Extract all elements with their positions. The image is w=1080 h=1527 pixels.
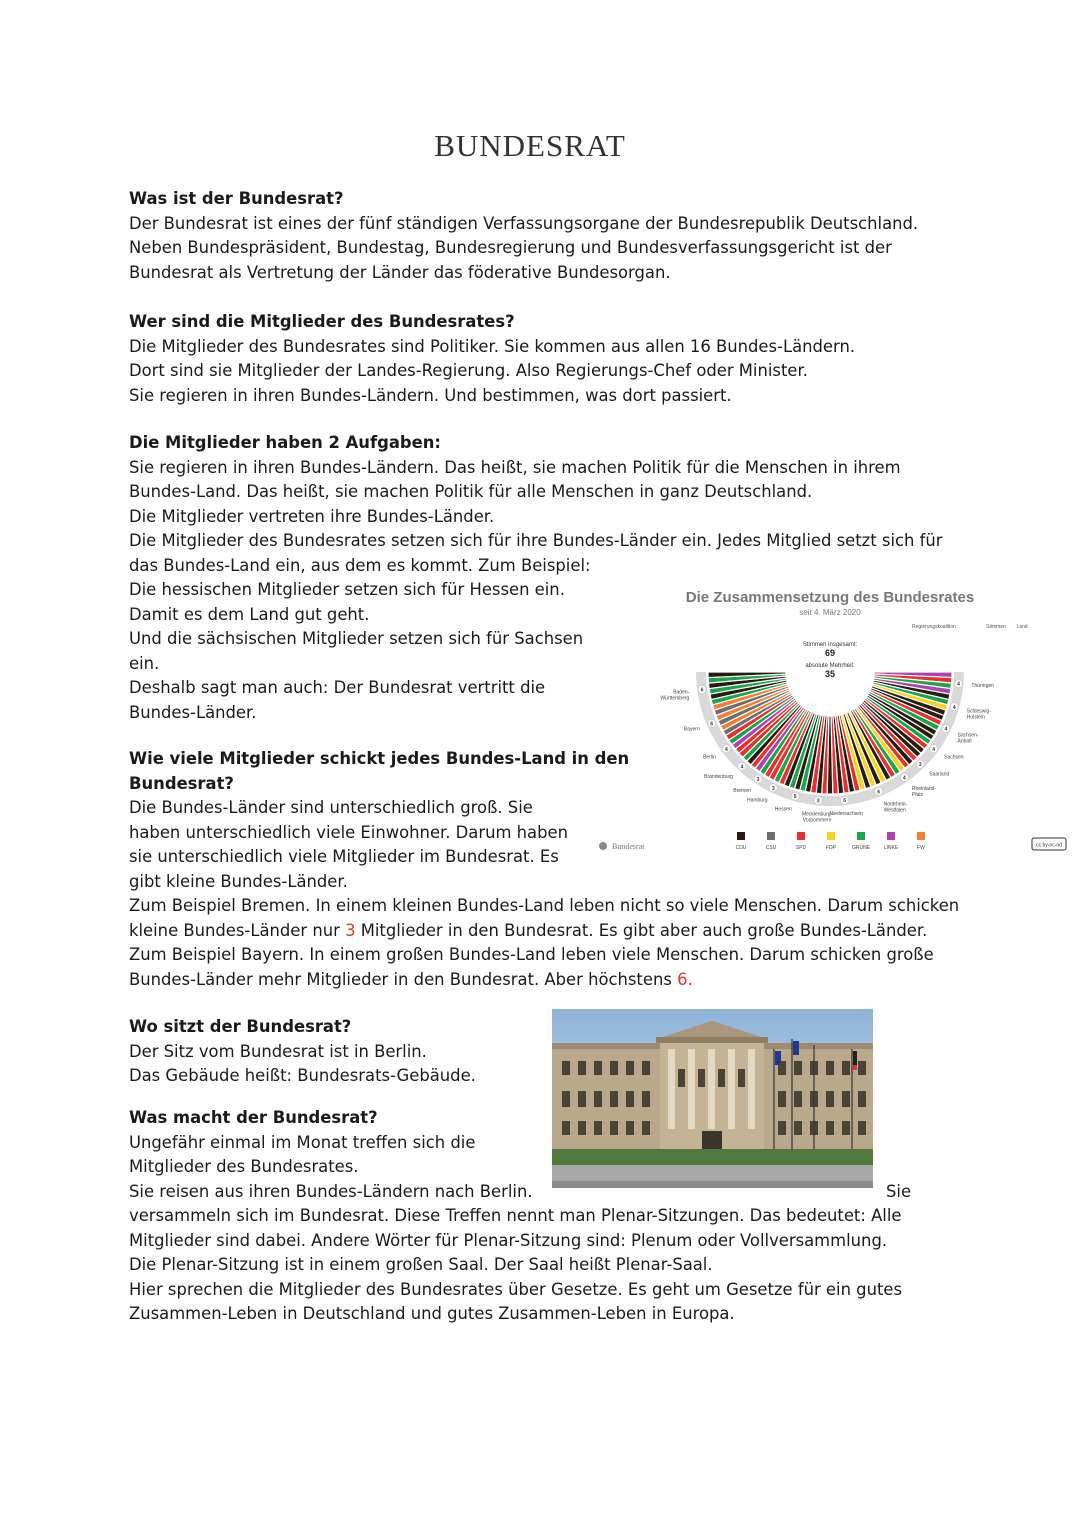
bundesrat-composition-chart [594, 580, 1080, 860]
vote-count: 3 [756, 777, 760, 784]
paragraph-line: Mitglieder des Bundesrates. [129, 1157, 359, 1176]
state-label-part: Rheinland- [911, 786, 937, 793]
section-what-is [129, 187, 918, 285]
state-label: Bayern [683, 726, 700, 733]
vote-count: 4 [957, 681, 960, 688]
state-label [912, 786, 937, 798]
legend-swatch [797, 832, 805, 840]
paragraph-line: Ungefähr einmal im Monat treffen sich die [129, 1132, 476, 1152]
paragraph-line: Dort sind sie Mitglieder der Landes-Regierung. Also Regierungs-Chef oder Minister. [129, 361, 808, 380]
license-text: cc by-nc-nd [1036, 842, 1062, 849]
state-label: Sachsen [944, 754, 964, 761]
paragraph-line: Sie regieren in ihren Bundes-Ländern. Das heißt, sie machen Politik für die Menschen in ihrem [129, 457, 901, 477]
section-heading: Wo sitzt der Bundesrat? [129, 1017, 352, 1036]
state-label: Niedersachsen [829, 811, 863, 818]
paragraph-line: ein. [129, 653, 160, 673]
max-members-value: 6. [677, 969, 693, 989]
text-span: Mitglieder in den Bundesrat. Es gibt aber auch große Bundes-Länder. [355, 920, 928, 940]
paragraph-line: Die Mitglieder des Bundesrates sind Politiker. Sie kommen aus allen 16 Bundes-Ländern. [129, 336, 856, 356]
legend-label: CSU [765, 845, 777, 851]
section-heading: Was ist der Bundesrat? [129, 189, 344, 208]
paragraph-line: Neben Bundespräsident, Bundestag, Bundesregierung und Bundesverfassungsgericht ist der [129, 238, 892, 257]
state-label-part: Schleswig- [966, 708, 991, 715]
paragraph-line: Der Bundesrat ist eines der fünf ständigen Verfassungsorgane der Bundesrepublik Deutschland. [129, 213, 919, 233]
state-label-part: Sachsen- [957, 732, 979, 739]
paragraph-line: Die Bundes-Länder sind unterschiedlich groß. Sie [129, 798, 533, 817]
vote-count: 4 [903, 775, 906, 782]
section-heading: Wer sind die Mitglieder des Bundesrates? [129, 312, 515, 331]
header-coalition: Regierungskoalition [912, 624, 956, 630]
paragraph-line: das Bundes-Land ein, aus dem es kommt. Zum Beispiel: [129, 555, 591, 575]
legend-swatch [917, 832, 925, 840]
section-heading: Was macht der Bundesrat? [129, 1108, 378, 1127]
legend-label: CDU [735, 845, 747, 851]
section-members [129, 310, 855, 408]
legend-label: SPD [795, 845, 807, 851]
state-label-part: Pfalz [911, 792, 924, 799]
paragraph-line: Und die sächsischen Mitglieder setzen sich für Sachsen [129, 629, 584, 648]
legend-label: GRÜNE [851, 845, 871, 851]
state-label-part: Holstein [966, 714, 985, 721]
paragraph-line: haben unterschiedlich viele Einwohner. Darum haben [129, 822, 568, 842]
header-land: Land [1016, 624, 1028, 630]
legend-label: FW [917, 845, 925, 851]
state-label [967, 708, 992, 720]
legend-swatch [767, 832, 775, 840]
state-label [884, 801, 908, 813]
vote-count: 5 [793, 794, 797, 801]
paragraph-line [129, 919, 959, 944]
text-span: Sie reisen aus ihren Bundes-Ländern nach Berlin. [129, 1181, 533, 1201]
vote-count: 6 [700, 687, 704, 694]
legend-label: LINKE [883, 845, 899, 851]
legend-label: FDP [826, 845, 836, 851]
majority-value: 35 [824, 669, 836, 679]
license-badge [1032, 838, 1066, 850]
min-members-value: 3 [345, 920, 356, 940]
state-label: Hessen [774, 806, 792, 813]
state-label: Hamburg [746, 797, 768, 804]
vote-count: 3 [771, 785, 775, 792]
section-heading-cont: Bundesrat? [129, 773, 234, 793]
paragraph-line: Deshalb sagt man auch: Der Bundesrat vertritt die [129, 678, 546, 697]
paragraph-line: Das Gebäude heißt: Bundesrats-Gebäude. [129, 1066, 476, 1085]
paragraph-line: Bundes-Land. Das heißt, sie machen Politik für alle Menschen in ganz Deutschland. [129, 482, 813, 501]
seat-segments [708, 672, 952, 794]
page-title: BUNDESRAT [434, 128, 626, 163]
legend-swatch [857, 832, 865, 840]
eagle-icon [599, 842, 607, 850]
vote-count: 4 [932, 746, 936, 753]
vote-count: 4 [724, 746, 728, 753]
state-label: Brandenburg [704, 773, 734, 780]
bundesrat-logo [599, 842, 645, 851]
vote-count: 4 [740, 764, 744, 771]
paragraph-line: Der Sitz vom Bundesrat ist in Berlin. [129, 1041, 427, 1061]
paragraph-line: Die Plenar-Sitzung ist in einem großen Saal. Der Saal heißt Plenar-Saal. [129, 1255, 713, 1274]
text-span: Bundes-Länder mehr Mitglieder in den Bundesrat. Aber höchstens [129, 969, 678, 989]
vote-count: 3 [816, 798, 820, 805]
paragraph-line: Damit es dem Land gut geht. [129, 604, 370, 624]
state-label: Thüringen [971, 682, 994, 689]
legend-swatch [737, 832, 745, 840]
chart-title: Die Zusammensetzung des Bundesrates [685, 589, 975, 606]
state-label-part: Westfalen [883, 807, 906, 814]
section-where [129, 1015, 476, 1089]
legend-swatch [827, 832, 835, 840]
legend-swatch [887, 832, 895, 840]
bundesrat-building-photo [552, 1009, 873, 1188]
paragraph-line: Hier sprechen die Mitglieder des Bundesrates über Gesetze. Es geht um Gesetze für ein gutes [129, 1279, 903, 1299]
paragraph-line: Bundes-Länder. [129, 702, 257, 722]
state-label-part: Baden- [673, 689, 690, 696]
state-label-part: Mecklenburg- [801, 811, 833, 818]
paragraph-line: Zusammen-Leben in Deutschland und gutes Zusammen-Leben in Europa. [129, 1304, 735, 1323]
paragraph-line: Die Mitglieder vertreten ihre Bundes-Länder. [129, 506, 495, 526]
majority-label: absolute Mehrheit: [805, 663, 855, 669]
state-label: Berlin [703, 754, 716, 761]
paragraph-line [129, 968, 959, 993]
vote-count: 4 [952, 704, 956, 711]
vote-count: 4 [944, 726, 948, 733]
text-span-tail: Sie [886, 1181, 912, 1201]
paragraph-line: Die hessischen Mitglieder setzen sich für Hessen ein. [129, 580, 565, 599]
legend [736, 832, 926, 851]
paragraph-line: Mitglieder sind dabei. Andere Wörter für Plenar-Sitzung sind: Plenum oder Vollversammlung. [129, 1230, 888, 1250]
section-heading: Wie viele Mitglieder schickt jedes Bundes-Land in den [129, 749, 630, 768]
state-label-part: Anhalt [957, 738, 972, 745]
building-illustration-icon [552, 1009, 873, 1188]
paragraph-line: gibt kleine Bundes-Länder. [129, 871, 348, 891]
paragraph-line: versammeln sich im Bundesrat. Diese Treffen nennt man Plenar-Sitzungen. Das bedeutet: Alle [129, 1206, 902, 1225]
state-label-part: Nordrhein- [883, 801, 908, 808]
header-votes: Stimmen [986, 624, 1006, 630]
text-span: kleine Bundes-Länder nur [129, 920, 346, 940]
paragraph-line: Sie regieren in ihren Bundes-Ländern. Und bestimmen, was dort passiert. [129, 385, 732, 405]
paragraph-line: sie unterschiedlich viele Mitglieder im Bundesrat. Es [129, 847, 559, 866]
state-label-part: Vorpommern [802, 817, 832, 824]
total-votes-label: Stimmen insgesamt: [802, 642, 858, 648]
state-label [802, 811, 833, 823]
vote-count: 6 [843, 798, 847, 805]
paragraph-line: Bundesrat als Vertretung der Länder das föderative Bundesorgan. [129, 262, 671, 282]
paragraph-line: Zum Beispiel Bremen. In einem kleinen Bundes-Land leben nicht so viele Menschen. Darum schicken [129, 896, 960, 915]
vote-count: 6 [710, 721, 714, 728]
chart-subtitle: seit 4. März 2020 [799, 608, 861, 617]
state-label: Saarland [929, 771, 950, 778]
state-label: Bremen [733, 787, 751, 794]
total-votes-value: 69 [824, 648, 836, 658]
paragraph-line: Die Mitglieder des Bundesrates setzen sich für ihre Bundes-Länder ein. Jedes Mitglied setzt sich für [129, 531, 943, 550]
paragraph-line: Zum Beispiel Bayern. In einem großen Bundes-Land leben viele Menschen. Darum schicken große [129, 945, 934, 964]
logo-text: Bundesrat [612, 842, 645, 851]
vote-count: 3 [918, 762, 922, 769]
state-label [958, 732, 979, 744]
vote-count: 6 [877, 789, 881, 796]
state-label [660, 689, 689, 701]
chart-canvas [594, 580, 1080, 860]
state-label-part: Württemberg [660, 695, 690, 702]
section-heading: Die Mitglieder haben 2 Aufgaben: [129, 433, 441, 452]
